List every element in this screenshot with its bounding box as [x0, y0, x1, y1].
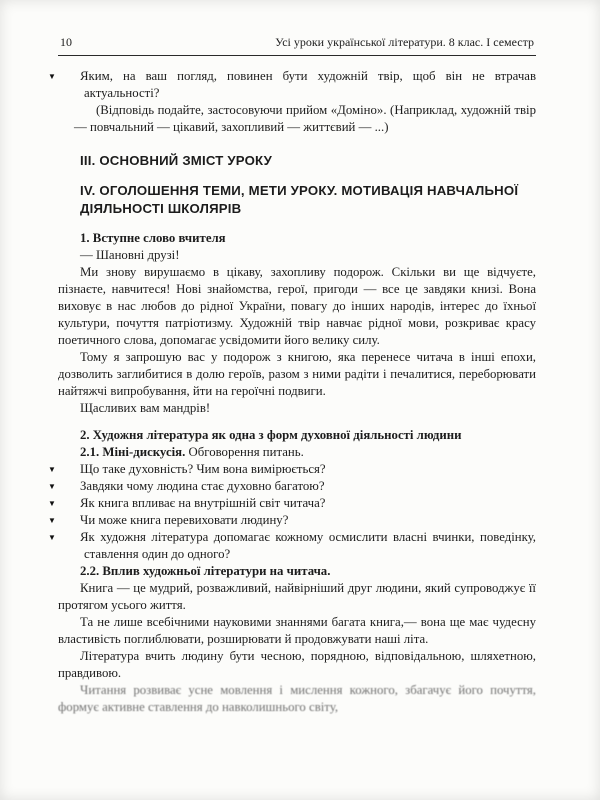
question-text: Як книга впливає на внутрішній світ читача? — [80, 496, 326, 510]
bullet-icon: ▼ — [48, 533, 56, 542]
paragraph-journey: Ми знову вирушаємо в цікаву, захопливу подорож. Скільки ви ще відчуєте, пізнаєте, навчитеся! Нові знайомства, герої, пригоди — все це завдяки книзі. Вона виховує в нас любов до рідної України, повагу до інших народів, інтерес до їхньої культури, почуття патріотизму. Художній твір навчає рідної мови, розкриває красу поетичного слова, допомагає усвідомити його велику силу. — [58, 265, 536, 347]
running-header — [58, 34, 536, 55]
intro-question — [48, 68, 536, 102]
bullet-icon: ▼ — [48, 482, 56, 491]
paragraph-wish: Щасливих вам мандрів! — [80, 401, 211, 415]
answer-note: (Відповідь подайте, застосовуючи прийом «Доміно». (Наприклад, художній твір — повчальний — цікавий, захопливий — життєвий — ...) — [74, 103, 536, 134]
bullet-icon: ▼ — [48, 499, 56, 508]
question-text: Чи може книга перевиховати людину? — [80, 513, 289, 527]
subheading-1: 1. Вступне слово вчителя — [80, 231, 226, 245]
bullet-icon: ▼ — [48, 72, 56, 81]
intro-question-text: Яким, на ваш погляд, повинен бути художній твір, щоб він не втрачав актуальності? — [80, 69, 536, 100]
paragraph-book-friend: Книга — це мудрий, розважливий, найвірніший друг людини, який супроводжує її протягом усього життя. — [58, 581, 536, 612]
bullet-icon: ▼ — [48, 516, 56, 525]
question-text: Як художня література допомагає кожному осмислити власні вчинки, поведінку, ставлення один до одного? — [80, 530, 536, 561]
question-item — [48, 529, 536, 563]
subheading-2-1-rest: Обговорення питань. — [185, 445, 304, 459]
question-item — [48, 461, 536, 478]
question-item — [48, 478, 536, 495]
paragraph-book-knowledge: Та не лише всебічними науковими знаннями багата книга,— вона ще має чудесну властивість поглиблювати, розширювати й продовжувати наші літа. — [58, 615, 536, 646]
subheading-2-2: 2.2. Вплив художньої літератури на читача. — [80, 564, 331, 578]
paragraph-literature-teaches: Література вчить людину бути чесною, порядною, відповідальною, шляхетною, правдивою. — [58, 649, 536, 680]
question-item — [48, 495, 536, 512]
bullet-icon: ▼ — [48, 465, 56, 474]
page-content — [48, 34, 536, 716]
section-heading-4: IV. ОГОЛОШЕННЯ ТЕМИ, МЕТИ УРОКУ. МОТИВАЦІЯ НАВЧАЛЬНОЇ ДІЯЛЬНОСТІ ШКОЛЯРІВ — [80, 183, 519, 216]
running-title: Усі уроки української літератури. 8 клас. І семестр — [275, 35, 534, 49]
discussion-questions — [48, 461, 536, 563]
subheading-2-1 — [58, 444, 536, 461]
question-text: Завдяки чому людина стає духовно багатою? — [80, 479, 325, 493]
section-heading-3: III. ОСНОВНИЙ ЗМІСТ УРОКУ — [80, 153, 273, 168]
subheading-2: 2. Художня література як одна з форм духовної діяльності людини — [80, 428, 462, 442]
header-rule — [58, 55, 536, 56]
question-text: Що таке духовність? Чим вона вимірюється? — [80, 462, 326, 476]
paragraph-reading-develops: Читання розвиває усне мовлення і мислення кожного, збагачує його почуття, формує активне ставлення до навколишнього світу, — [58, 683, 536, 714]
teacher-salutation: — Шановні друзі! — [80, 248, 180, 262]
subheading-2-1-label: 2.1. Міні-дискусія. — [80, 445, 186, 459]
question-item — [48, 512, 536, 529]
paragraph-invitation: Тому я запрошую вас у подорож з книгою, яка перенесе читача в інші епохи, дозволить заглибитися в долю героїв, разом з ними радіти і печалитися, переборювати найтяжчі випробування, йти на героїчні подвиги. — [58, 350, 536, 398]
page-number: 10 — [60, 35, 72, 49]
